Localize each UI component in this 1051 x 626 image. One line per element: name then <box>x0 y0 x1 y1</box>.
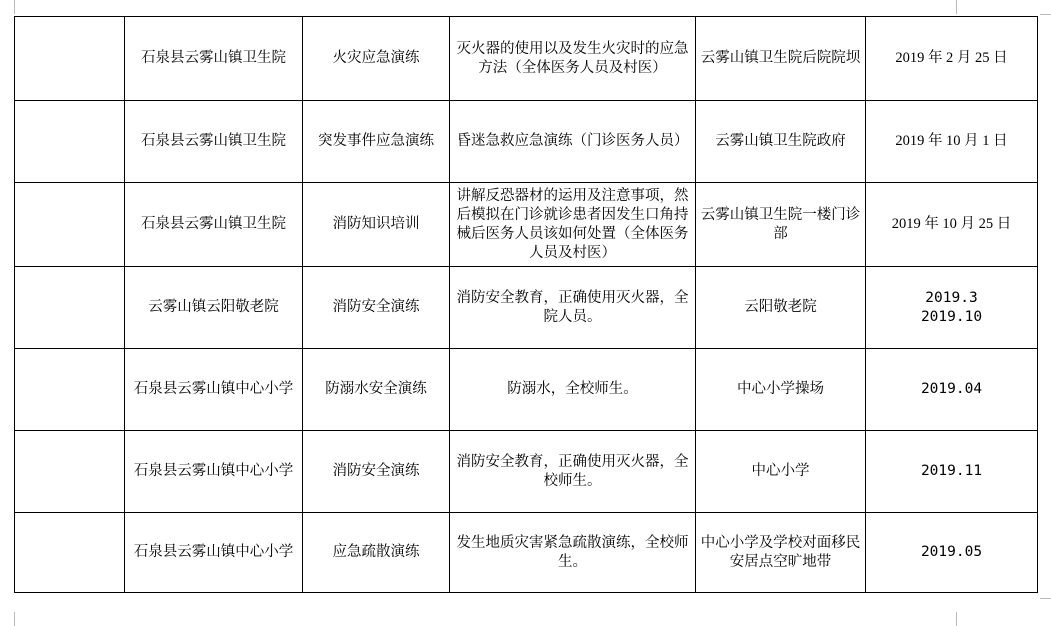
date-line: 2019.3 <box>925 289 978 306</box>
location-cell: 中心小学 <box>696 431 866 513</box>
unit-cell: 石泉县云雾山镇卫生院 <box>125 101 303 183</box>
location-cell: 中心小学操场 <box>696 349 866 431</box>
date-cell <box>866 101 1038 183</box>
unit-cell: 石泉县云雾山镇中心小学 <box>125 349 303 431</box>
row-index-cell <box>15 17 125 101</box>
crop-mark-top-right-h <box>1040 14 1051 15</box>
unit-cell: 云雾山镇云阳敬老院 <box>125 267 303 349</box>
drill-name-cell: 应急疏散演练 <box>303 513 450 593</box>
date-cell <box>866 17 1038 101</box>
date-cell <box>866 267 1038 349</box>
crop-mark-bottom-left-v <box>14 612 15 626</box>
content-cell: 防溺水，全校师生。 <box>450 349 696 431</box>
drill-name-cell: 防溺水安全演练 <box>303 349 450 431</box>
drill-name-cell: 消防知识培训 <box>303 183 450 267</box>
date-line: 2019.05 <box>920 544 983 560</box>
content-cell: 昏迷急救应急演练（门诊医务人员） <box>450 101 696 183</box>
crop-mark-bottom-right-v <box>956 612 957 626</box>
date-line: 2019 年 10 月 1 日 <box>895 133 1008 149</box>
date-cell <box>866 431 1038 513</box>
location-cell: 云雾山镇卫生院后院院坝 <box>696 17 866 101</box>
location-cell: 云阳敬老院 <box>696 267 866 349</box>
unit-cell: 石泉县云雾山镇中心小学 <box>125 513 303 593</box>
date-line: 2019 年 10 月 25 日 <box>891 216 1012 232</box>
date-line: 2019 年 2 月 25 日 <box>895 50 1008 66</box>
content-cell: 消防安全教育，正确使用灭火器，全校师生。 <box>450 431 696 513</box>
content-cell: 消防安全教育，正确使用灭火器，全院人员。 <box>450 267 696 349</box>
drill-schedule-table <box>14 16 1038 593</box>
row-index-cell <box>15 431 125 513</box>
unit-cell: 石泉县云雾山镇中心小学 <box>125 431 303 513</box>
location-cell: 中心小学及学校对面移民安居点空旷地带 <box>696 513 866 593</box>
row-index-cell <box>15 101 125 183</box>
row-index-cell <box>15 513 125 593</box>
crop-mark-top-left-v <box>14 0 15 14</box>
date-line: 2019.04 <box>920 381 983 397</box>
row-index-cell <box>15 267 125 349</box>
table-row <box>15 267 1038 349</box>
date-cell <box>866 349 1038 431</box>
drill-name-cell: 突发事件应急演练 <box>303 101 450 183</box>
table-row <box>15 431 1038 513</box>
crop-mark-top-right-v <box>956 0 957 14</box>
content-cell: 讲解反恐器材的运用及注意事项，然后模拟在门诊就诊患者因发生口角持械后医务人员该如何处置（全体医务人员及村医） <box>450 183 696 267</box>
date-cell <box>866 513 1038 593</box>
date-cell <box>866 183 1038 267</box>
table-row <box>15 513 1038 593</box>
row-index-cell <box>15 183 125 267</box>
date-line: 2019.10 <box>920 308 983 325</box>
table-row <box>15 349 1038 431</box>
drill-name-cell: 消防安全演练 <box>303 267 450 349</box>
table-row <box>15 183 1038 267</box>
content-cell: 灭火器的使用以及发生火灾时的应急方法（全体医务人员及村医） <box>450 17 696 101</box>
crop-mark-bottom-right-h <box>1040 598 1051 599</box>
location-cell: 云雾山镇卫生院一楼门诊部 <box>696 183 866 267</box>
table-row <box>15 17 1038 101</box>
row-index-cell <box>15 349 125 431</box>
drill-name-cell: 火灾应急演练 <box>303 17 450 101</box>
table-row <box>15 101 1038 183</box>
drill-name-cell: 消防安全演练 <box>303 431 450 513</box>
content-cell: 发生地质灾害紧急疏散演练，全校师生。 <box>450 513 696 593</box>
unit-cell: 石泉县云雾山镇卫生院 <box>125 183 303 267</box>
date-line: 2019.11 <box>920 463 983 479</box>
unit-cell: 石泉县云雾山镇卫生院 <box>125 17 303 101</box>
location-cell: 云雾山镇卫生院政府 <box>696 101 866 183</box>
